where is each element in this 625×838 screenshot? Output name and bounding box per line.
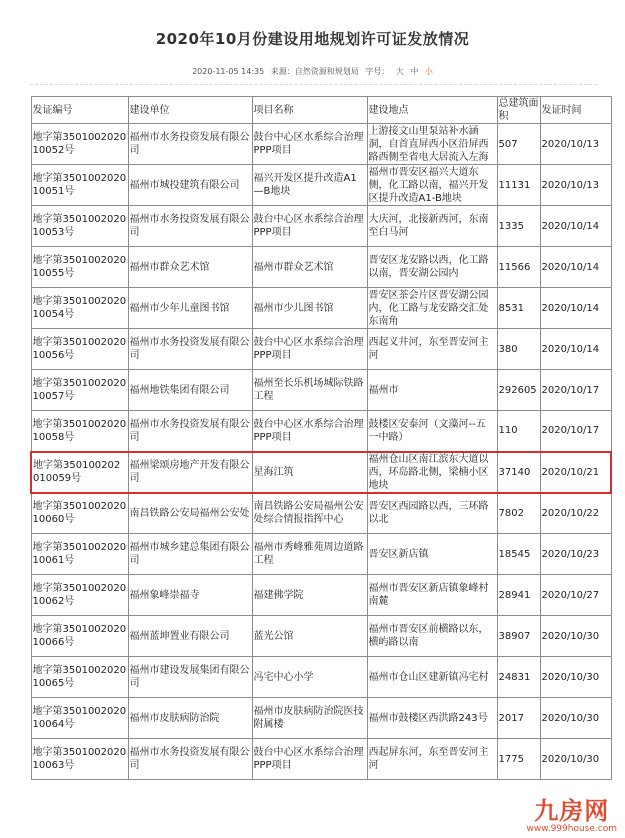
cell-project-name: 南昌铁路公安局福州公安处综合情报指挥中心: [252, 493, 367, 534]
header-developer: 建设单位: [128, 97, 252, 124]
cell-location: 西起义井河，东至晋安河主河: [367, 329, 497, 370]
cell-permit-number: 地字第350100202010064号: [31, 698, 128, 739]
table-row: [31, 370, 611, 411]
table-row: [31, 329, 611, 370]
cell-permit-number: 地字第350100202010054号: [31, 288, 128, 329]
cell-permit-number: 地字第350100202010066号: [31, 616, 128, 657]
watermark-brand: 九房网: [534, 797, 610, 825]
cell-developer: 福州地铁集团有限公司: [128, 370, 252, 411]
cell-location: 福州市晋安区福兴大道东侧，化工路以南，福兴开发区提升改造A1-B地块: [367, 165, 497, 206]
source-label: 来源：自然资源和规划局: [270, 67, 359, 76]
cell-project-name: 福州至长乐机场城际铁路工程: [252, 370, 367, 411]
cell-floor-area: 8531: [497, 288, 540, 329]
cell-floor-area: 24831: [497, 657, 540, 698]
cell-permit-number: 地字第350100202010065号: [31, 657, 128, 698]
font-size-large-link[interactable]: 大: [395, 67, 404, 76]
cell-project-name: 福州市秀峰雅苑周边道路工程: [252, 534, 367, 575]
cell-permit-number: 地字第350100202010063号: [31, 739, 128, 780]
cell-developer: 福州象峰崇福寺: [128, 575, 252, 616]
table-row: [31, 124, 611, 165]
cell-floor-area: 28941: [497, 575, 540, 616]
cell-project-name: 福建佛学院: [252, 575, 367, 616]
cell-floor-area: 11566: [497, 247, 540, 288]
table-header-row: [31, 97, 611, 124]
cell-floor-area: 38907: [497, 616, 540, 657]
cell-floor-area: 1335: [497, 206, 540, 247]
cell-project-name: 蓝光公馆: [252, 616, 367, 657]
cell-floor-area: 292605: [497, 370, 540, 411]
cell-project-name: 福州市群众艺术馆: [252, 247, 367, 288]
cell-issue-date: 2020/10/21: [540, 452, 611, 493]
cell-developer: 福州市水务投资发展有限公司: [128, 411, 252, 452]
header-floor-area: 总建筑面积: [498, 98, 539, 122]
font-size-medium-link[interactable]: 中: [410, 67, 419, 76]
table-row: [31, 247, 611, 288]
cell-location: 福州仓山区南江滨东大道以西，环岛路北侧，梁楠小区地块: [367, 452, 497, 493]
cell-location: 西起屏东河，东至晋安河主河: [367, 739, 497, 780]
cell-developer: 福州市水务投资发展有限公司: [128, 206, 252, 247]
cell-location: 福州市鼓楼区西洪路243号: [367, 698, 497, 739]
cell-issue-date: 2020/10/14: [540, 206, 611, 247]
header-permit-number: 发证编号: [31, 97, 128, 124]
cell-developer: 福州市城投建筑有限公司: [128, 165, 252, 206]
cell-permit-number: 地字第350100202010058号: [31, 411, 128, 452]
cell-floor-area: 11131: [497, 165, 540, 206]
cell-permit-number: 地字第350100202010061号: [31, 534, 128, 575]
page-title: 2020年10月份建设用地规划许可证发放情况: [155, 30, 470, 48]
cell-developer: 福州市皮肤病防治院: [128, 698, 252, 739]
cell-issue-date: 2020/10/30: [540, 698, 611, 739]
cell-floor-area: 110: [497, 411, 540, 452]
cell-location: 晋安区西园路以西，三环路以北: [367, 493, 497, 534]
cell-floor-area: 380: [497, 329, 540, 370]
header-location: 建设地点: [367, 97, 497, 124]
cell-floor-area: 1775: [497, 739, 540, 780]
cell-floor-area: 37140: [497, 452, 540, 493]
table-row: [31, 657, 611, 698]
cell-developer: 福州蓝坤置业有限公司: [128, 616, 252, 657]
table-row: [31, 411, 611, 452]
cell-project-name: 鼓台中心区水系综合治理PPP项目: [252, 739, 367, 780]
cell-project-name: 星海江筑: [252, 452, 367, 493]
table-row: [31, 165, 611, 206]
permit-table: [30, 96, 612, 780]
cell-issue-date: 2020/10/30: [540, 616, 611, 657]
cell-issue-date: 2020/10/23: [540, 534, 611, 575]
font-size-small-link[interactable]: 小: [424, 67, 433, 76]
cell-location: 晋安区茶会片区晋安湖公园内，化工路与龙安路交汇处东南角: [367, 288, 497, 329]
cell-developer: 福州梁颂房地产开发有限公司: [128, 452, 252, 493]
cell-developer: 福州市建设发展集团有限公司: [128, 657, 252, 698]
cell-issue-date: 2020/10/13: [540, 124, 611, 165]
table-row: [31, 288, 611, 329]
cell-issue-date: 2020/10/30: [540, 657, 611, 698]
font-size-label: 字号：: [365, 67, 390, 76]
cell-floor-area: 18545: [497, 534, 540, 575]
cell-developer: 福州市城乡建总集团有限公司: [128, 534, 252, 575]
publish-datetime: 2020-11-05 14:35: [192, 67, 265, 76]
cell-project-name: 鼓台中心区水系综合治理PPP项目: [252, 411, 367, 452]
cell-permit-number: 地字第350100202010056号: [31, 329, 128, 370]
cell-project-name: 鼓台中心区水系综合治理PPP项目: [252, 329, 367, 370]
table-row: [31, 534, 611, 575]
cell-developer: 福州市少年儿童图书馆: [128, 288, 252, 329]
cell-location: 福州市晋安区新店镇象峰村南麓: [367, 575, 497, 616]
table-row: [31, 739, 611, 780]
cell-permit-number: 地字第350100202010060号: [31, 493, 128, 534]
table-row: [31, 206, 611, 247]
cell-issue-date: 2020/10/22: [540, 493, 611, 534]
cell-permit-number: 地字第350100202010052号: [31, 124, 128, 165]
cell-floor-area: 7802: [497, 493, 540, 534]
cell-location: 晋安区龙安路以西，化工路以南，晋安湖公园内: [367, 247, 497, 288]
cell-location: 福州市仓山区建新镇冯宅村: [367, 657, 497, 698]
cell-floor-area: 2017: [497, 698, 540, 739]
cell-developer: 福州市群众艺术馆: [128, 247, 252, 288]
cell-project-name: 福兴开发区提升改造A1—B地块: [252, 165, 367, 206]
cell-permit-number: 地字第350100202010051号: [31, 165, 128, 206]
cell-location: 晋安区新店镇: [367, 534, 497, 575]
cell-permit-number: 地字第350100202010057号: [31, 370, 128, 411]
cell-developer: 南昌铁路公安局福州公安处: [128, 493, 252, 534]
table-row: [31, 452, 611, 493]
table-row: [31, 616, 611, 657]
cell-permit-number: 地字第350100202010059号: [31, 452, 128, 493]
cell-developer: 福州市水务投资发展有限公司: [128, 739, 252, 780]
header-issue-date: 发证时间: [540, 97, 611, 124]
cell-issue-date: 2020/10/17: [540, 370, 611, 411]
watermark-url: www.999house.com: [526, 824, 617, 834]
cell-floor-area: 507: [497, 124, 540, 165]
cell-issue-date: 2020/10/17: [540, 411, 611, 452]
cell-permit-number: 地字第350100202010053号: [31, 206, 128, 247]
cell-issue-date: 2020/10/13: [540, 165, 611, 206]
table-row: [31, 698, 611, 739]
cell-project-name: 福州市少儿图书馆: [252, 288, 367, 329]
cell-location: 鼓楼区安泰河（文藻河--五一中路）: [367, 411, 497, 452]
cell-location: 福州市晋安区前横路以东，横屿路以南: [367, 616, 497, 657]
cell-project-name: 冯宅中心小学: [252, 657, 367, 698]
table-row: [31, 493, 611, 534]
cell-permit-number: 地字第350100202010055号: [31, 247, 128, 288]
meta-divider: [30, 84, 597, 85]
cell-issue-date: 2020/10/14: [540, 288, 611, 329]
cell-permit-number: 地字第350100202010062号: [31, 575, 128, 616]
cell-issue-date: 2020/10/14: [540, 247, 611, 288]
cell-location: 上游接文山里泵站补水涵洞，自首直屏西小区沿屏西路西侧至省电大居流入左海: [367, 124, 497, 165]
cell-project-name: 鼓台中心区水系综合治理PPP项目: [252, 206, 367, 247]
cell-issue-date: 2020/10/14: [540, 329, 611, 370]
table-row: [31, 575, 611, 616]
cell-issue-date: 2020/10/27: [540, 575, 611, 616]
cell-location: 福州市: [367, 370, 497, 411]
site-watermark: [526, 798, 617, 834]
cell-developer: 福州市水务投资发展有限公司: [128, 124, 252, 165]
header-project-name: 项目名称: [252, 97, 367, 124]
cell-location: 大庆河，北接新西河，东南至白马河: [367, 206, 497, 247]
cell-project-name: 鼓台中心区水系综合治理PPP项目: [252, 124, 367, 165]
article-meta: [0, 66, 625, 77]
cell-project-name: 福州市皮肤病防治院医技附属楼: [252, 698, 367, 739]
cell-developer: 福州市水务投资发展有限公司: [128, 329, 252, 370]
cell-issue-date: 2020/10/30: [540, 739, 611, 780]
